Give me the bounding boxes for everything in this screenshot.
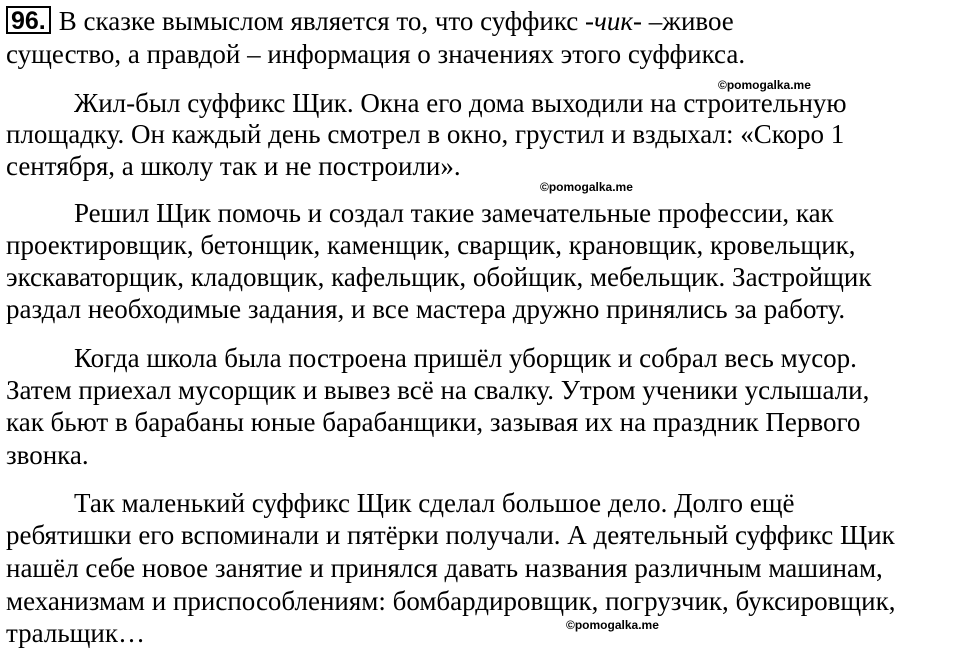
paragraph-1-line-3: сентября, а школу так и не построили».: [6, 151, 461, 181]
exercise-line-2: существо, а правдой – информация о значениях этого суффикса.: [6, 39, 746, 69]
paragraph-4-line-3: нашёл себе новое занятие и принялся давать названия различным машинам,: [6, 553, 883, 583]
watermark: ©pomogalka.me: [566, 618, 659, 632]
exercise-line-1: [6, 6, 734, 36]
exercise-number: 96.: [6, 6, 51, 34]
paragraph-4-line-2: ребятишки его вспоминали и пятёрки получали. А деятельный суффикс Щик: [6, 520, 895, 550]
exercise-text-before: В сказке вымыслом является то, что суффикс: [58, 6, 586, 36]
paragraph-3-line-3: как бьют в барабаны юные барабанщики, зазывая их на праздник Первого: [6, 407, 861, 437]
paragraph-2-line-3: экскаваторщик, кладовщик, кафельщик, обойщик, мебельщик. Застройщик: [6, 262, 872, 292]
paragraph-2-line-2: проектировщик, бетонщик, каменщик, сварщик, крановщик, кровельщик,: [6, 230, 856, 260]
paragraph-4-line-4: механизмам и приспособлениям: бомбардировщик, погрузчик, буксировщик,: [6, 586, 896, 616]
paragraph-1-line-1: Жил-был суффикс Щик. Окна его дома выходили на строительную: [74, 88, 847, 118]
paragraph-2-line-4: раздал необходимые задания, и все мастера дружно принялись за работу.: [6, 294, 846, 324]
exercise-suffix-italic: -чик-: [585, 6, 643, 36]
exercise-text-after: –живое: [642, 6, 734, 36]
paragraph-4-line-5: тральщик…: [6, 618, 145, 648]
paragraph-3-line-2: Затем приехал мусорщик и вывез всё на свалку. Утром ученики услышали,: [6, 375, 870, 405]
paragraph-4-line-1: Так маленький суффикс Щик сделал большое дело. Долго ещё: [74, 488, 795, 518]
watermark: ©pomogalka.me: [540, 180, 633, 194]
watermark: ©pomogalka.me: [718, 78, 811, 92]
paragraph-2-line-1: Решил Щик помочь и создал такие замечательные профессии, как: [74, 198, 834, 228]
paragraph-3-line-1: Когда школа была построена пришёл уборщик и собрал весь мусор.: [74, 343, 857, 373]
paragraph-3-line-4: звонка.: [6, 440, 89, 470]
paragraph-1-line-2: площадку. Он каждый день смотрел в окно, грустил и вздыхал: «Скоро 1: [6, 119, 845, 149]
